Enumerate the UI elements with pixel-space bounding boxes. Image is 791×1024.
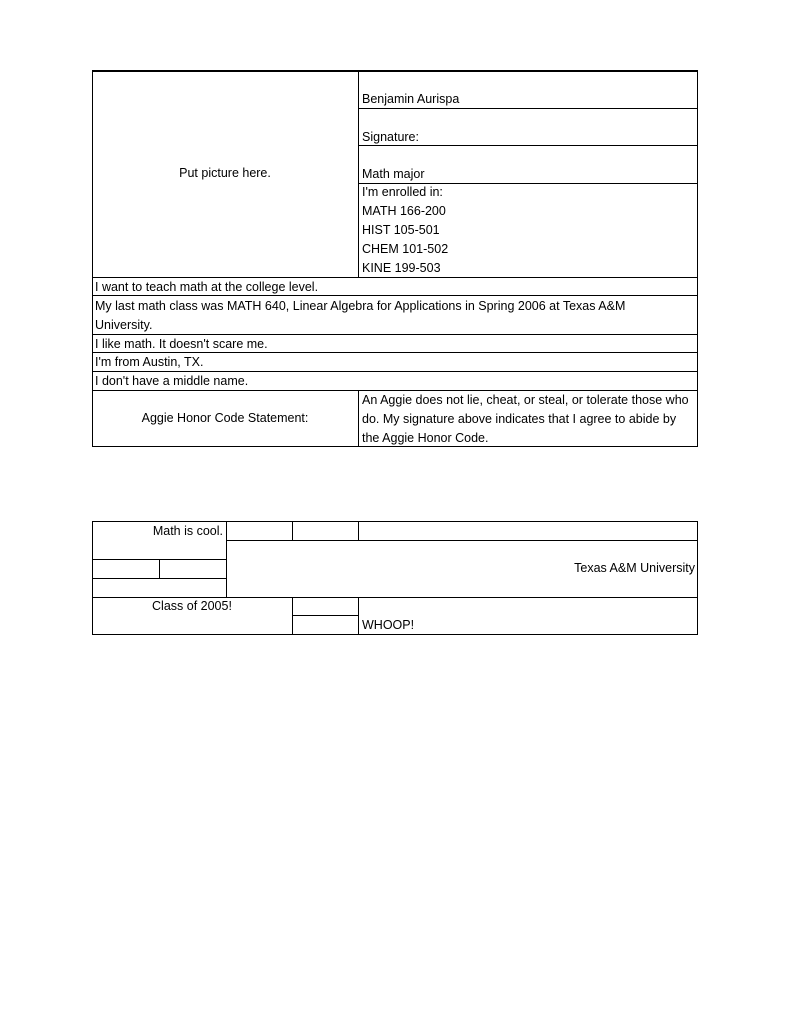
- course-item: CHEM 101-502: [362, 242, 449, 256]
- whoop-text: WHOOP!: [362, 618, 415, 632]
- grid-line: [159, 559, 160, 578]
- grid-line: [358, 597, 359, 635]
- signature-label: Signature:: [362, 130, 419, 144]
- middle-name-text: I don't have a middle name.: [95, 374, 249, 388]
- course-item: MATH 166-200: [362, 204, 446, 218]
- goal-text: I want to teach math at the college level.: [95, 280, 319, 294]
- enrolled-header: I'm enrolled in:: [362, 185, 443, 199]
- last-class-text: My last math class was MATH 640, Linear Algebra for Applications in Spring 2006 at Texas A&M University.: [95, 299, 626, 332]
- grid-line: [226, 540, 698, 541]
- honor-code-label: Aggie Honor Code Statement:: [141, 411, 309, 425]
- student-name: Benjamin Aurispa: [362, 92, 460, 106]
- math-cool-text: Math is cool.: [152, 524, 223, 538]
- photo-placeholder: Put picture here.: [179, 166, 271, 180]
- major: Math major: [362, 167, 425, 181]
- grid-line: [292, 615, 359, 616]
- grid-line: [92, 578, 226, 579]
- row-line: [358, 108, 698, 109]
- course-item: KINE 199-503: [362, 261, 441, 275]
- likes-text: I like math. It doesn't scare me.: [95, 337, 268, 351]
- grid-line: [358, 521, 359, 540]
- honor-code-statement: An Aggie does not lie, cheat, or steal, or tolerate those who do. My signature above indicates that I agree to abide by the Aggie Honor Code.: [362, 393, 689, 445]
- grid-line: [226, 521, 227, 598]
- course-item: HIST 105-501: [362, 223, 440, 237]
- grid-line: [292, 597, 293, 635]
- profile-divider-top: [358, 70, 359, 277]
- grid-line: [292, 521, 293, 540]
- honor-divider: [358, 391, 359, 447]
- hometown-text: I'm from Austin, TX.: [95, 355, 204, 369]
- university-text: Texas A&M University: [574, 561, 695, 575]
- class-of-text: Class of 2005!: [152, 599, 232, 613]
